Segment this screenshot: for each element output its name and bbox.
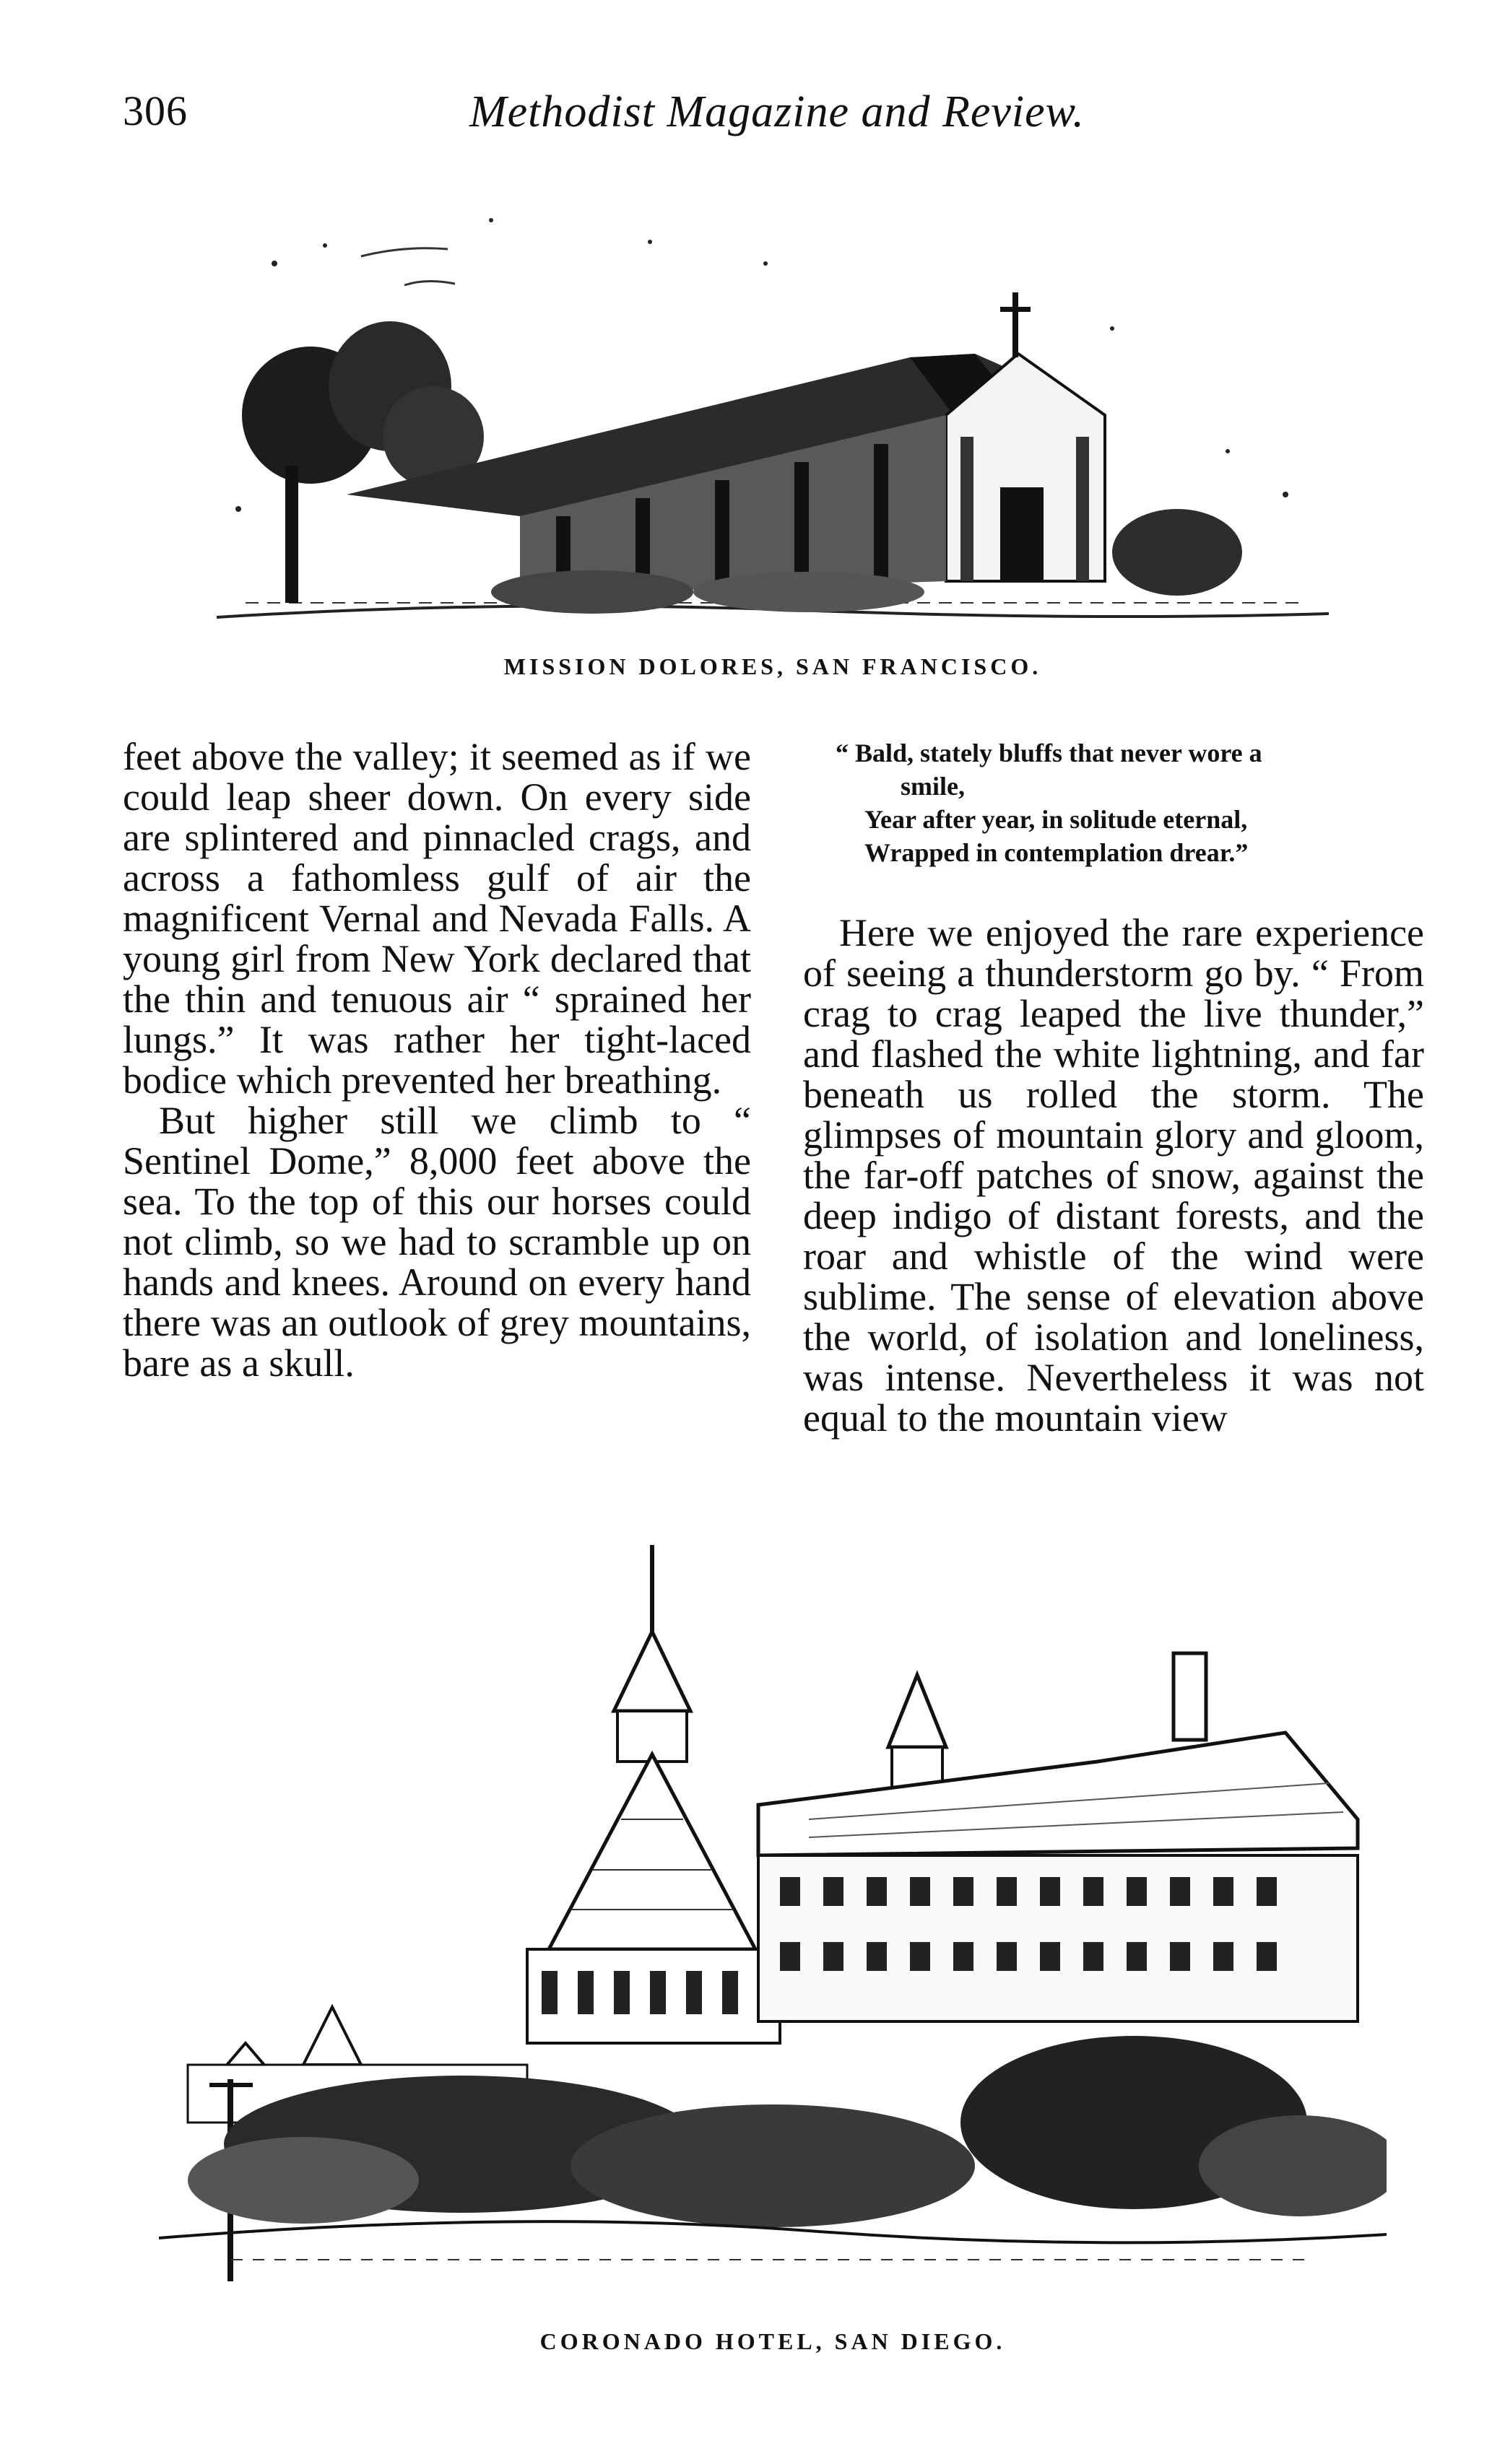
left-paragraph-1: feet above the valley; it seemed as if we could leap sheer down. On every side are splintered and pinnacled crags, and across a fathomless gulf of air the magnificent Vernal and Nevada Falls. A young girl from New York declared that the thin and tenuous air “ sprained her lungs.” It was rather her tight-laced bodice which prevented her breathing. [123,735,751,1102]
coronado-hotel-caption: CORONADO HOTEL, SAN DIEGO. [539,2328,1006,2354]
verse-line: Wrapped in contemplation drear.” [864,838,1249,867]
verse-line: “ Bald, stately bluffs that never wore a [836,739,1262,767]
verse-line: Year after year, in solitude eternal, [864,805,1248,834]
left-column [123,736,751,1383]
mission-dolores-engraving-icon [217,177,1329,639]
right-paragraph: Here we enjoyed the rare experience of seeing a thunderstorm go by. “ From crag to crag leaped the live thunder,” and flashed the white lightning, and far beneath us rolled the storm. The glimpses of mountain glory and gloom, the far-off patches of snow, against the deep indigo of distant forests, and the roar and whistle of the wind were sublime. The sense of elevation above the world, of isolation and loneliness, was intense. Nevertheless it was not equal to the mountain view [803,911,1424,1440]
left-paragraph-2: But higher still we climb to “ Sentinel Dome,” 8,000 feet above the sea. To the top of this our horses could not climb, so we had to scramble up on hands and knees. Around on every hand there was an outlook of grey mountains, bare as a skull. [123,1099,751,1385]
right-column [803,736,1424,1438]
verse-quotation [836,736,1424,869]
page-header [123,87,1423,144]
mission-dolores-caption: MISSION DOLORES, SAN FRANCISCO. [503,653,1042,679]
running-title: Methodist Magazine and Review. [469,87,1085,136]
coronado-hotel-engraving-icon [159,1545,1387,2281]
coronado-hotel-illustration [159,1545,1387,2281]
page-number: 306 [123,87,188,134]
mission-dolores-illustration [217,177,1329,639]
verse-line: smile, [901,772,965,801]
